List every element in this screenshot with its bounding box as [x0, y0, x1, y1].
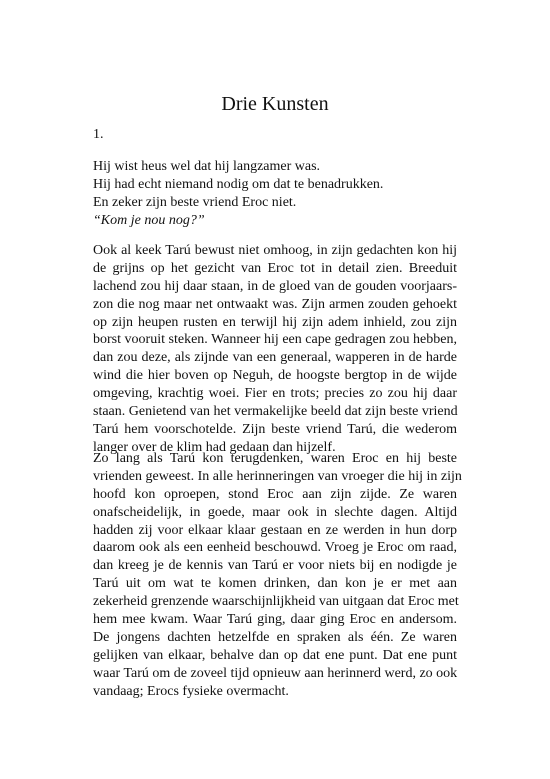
paragraph-line: dan kreeg je de kennis van Tarú er voor niets bij en nodigde je — [93, 558, 457, 574]
paragraph-line: omgeving, krachtig woei. Fier en trots; precies zo zou hij daar — [93, 386, 457, 402]
paragraph-2 — [93, 450, 462, 700]
paragraph-line: vandaag; Erocs fysieke overmacht. — [93, 683, 289, 699]
paragraph-line: Zo lang als Tarú kon terugdenken, waren Eroc en hij beste — [93, 451, 457, 466]
paragraph-line: gelijken van elkaar, behalve dan op dat ene punt. Dat ene punt — [93, 647, 457, 663]
paragraph-line: Ook al keek Tarú bewust niet omhoog, in zijn gedachten kon hij — [93, 243, 457, 258]
paragraph-line: zekerheid grenzende waarschijnlijkheid van uitgaan dat Eroc met — [93, 594, 459, 610]
paragraph-line: vrienden geweest. In alle herinneringen van vroeger die hij in zijn — [93, 468, 462, 484]
paragraph-line: hadden zij voor elkaar klaar gestaan en ze werden in hun dorp — [93, 522, 457, 538]
intro-block — [93, 158, 473, 230]
intro-line: En zeker zijn beste vriend Eroc niet. — [93, 195, 297, 210]
paragraph-line: langer over de klim had gedaan dan hijzelf. — [93, 439, 336, 455]
paragraph-line: hoofd kon oproepen, stond Eroc aan zijn zijde. Ze waren — [93, 486, 457, 502]
paragraph-line: wind die hier boven op Neguh, de hoogste bergtop in de wijde — [93, 368, 457, 384]
paragraph-line: De jongens dachten hetzelfde en spraken als één. Ze waren — [93, 629, 457, 645]
paragraph-line: Tarú uit om wat te komen drinken, dan kon je er met aan — [93, 576, 457, 592]
paragraph-line: waar Tarú om de zoveel tijd opnieuw aan herinnerd werd, zo ook — [93, 665, 458, 681]
intro-line: Hij had echt niemand nodig om dat te benadrukken. — [93, 177, 384, 192]
chapter-number: 1. — [93, 127, 104, 142]
paragraph-line: staan. Genietend van het vermakelijke beeld dat zijn beste vriend — [93, 404, 458, 420]
intro-line: Hij wist heus wel dat hij langzamer was. — [93, 159, 321, 174]
paragraph-line: hem mee kwam. Waar Tarú ging, daar ging Eroc en andersom. — [93, 612, 457, 628]
paragraph-line: lachend zou hij daar staan, in de gloed van de gouden voorjaars- — [93, 278, 457, 294]
paragraph-line: dan zou deze, als zijnde van een generaal, wapperen in de harde — [93, 350, 457, 366]
paragraph-line: de grijns op het gezicht van Eroc tot in detail zien. Breeduit — [93, 260, 457, 276]
paragraph-1 — [93, 242, 457, 457]
paragraph-line: onafscheidelijk, in goede, maar ook in slechte dagen. Altijd — [93, 504, 457, 520]
paragraph-line: op zijn heupen rusten en terwijl hij zijn adem inhield, zou zijn — [93, 314, 457, 330]
intro-quote-line: “Kom je nou nog?” — [93, 213, 205, 228]
page-title: Drie Kunsten — [221, 93, 329, 115]
paragraph-line: zon die nog maar net ontwaakt was. Zijn armen zouden gehoekt — [93, 296, 457, 312]
paragraph-line: Tarú hem voorschotelde. Zijn beste vriend Tarú, die wederom — [93, 421, 457, 437]
paragraph-line: daarom ook als een eenheid beschouwd. Vroeg je Eroc om raad, — [93, 540, 457, 556]
paragraph-line: borst vooruit steken. Wanneer hij een cape gedragen zou hebben, — [93, 332, 457, 348]
